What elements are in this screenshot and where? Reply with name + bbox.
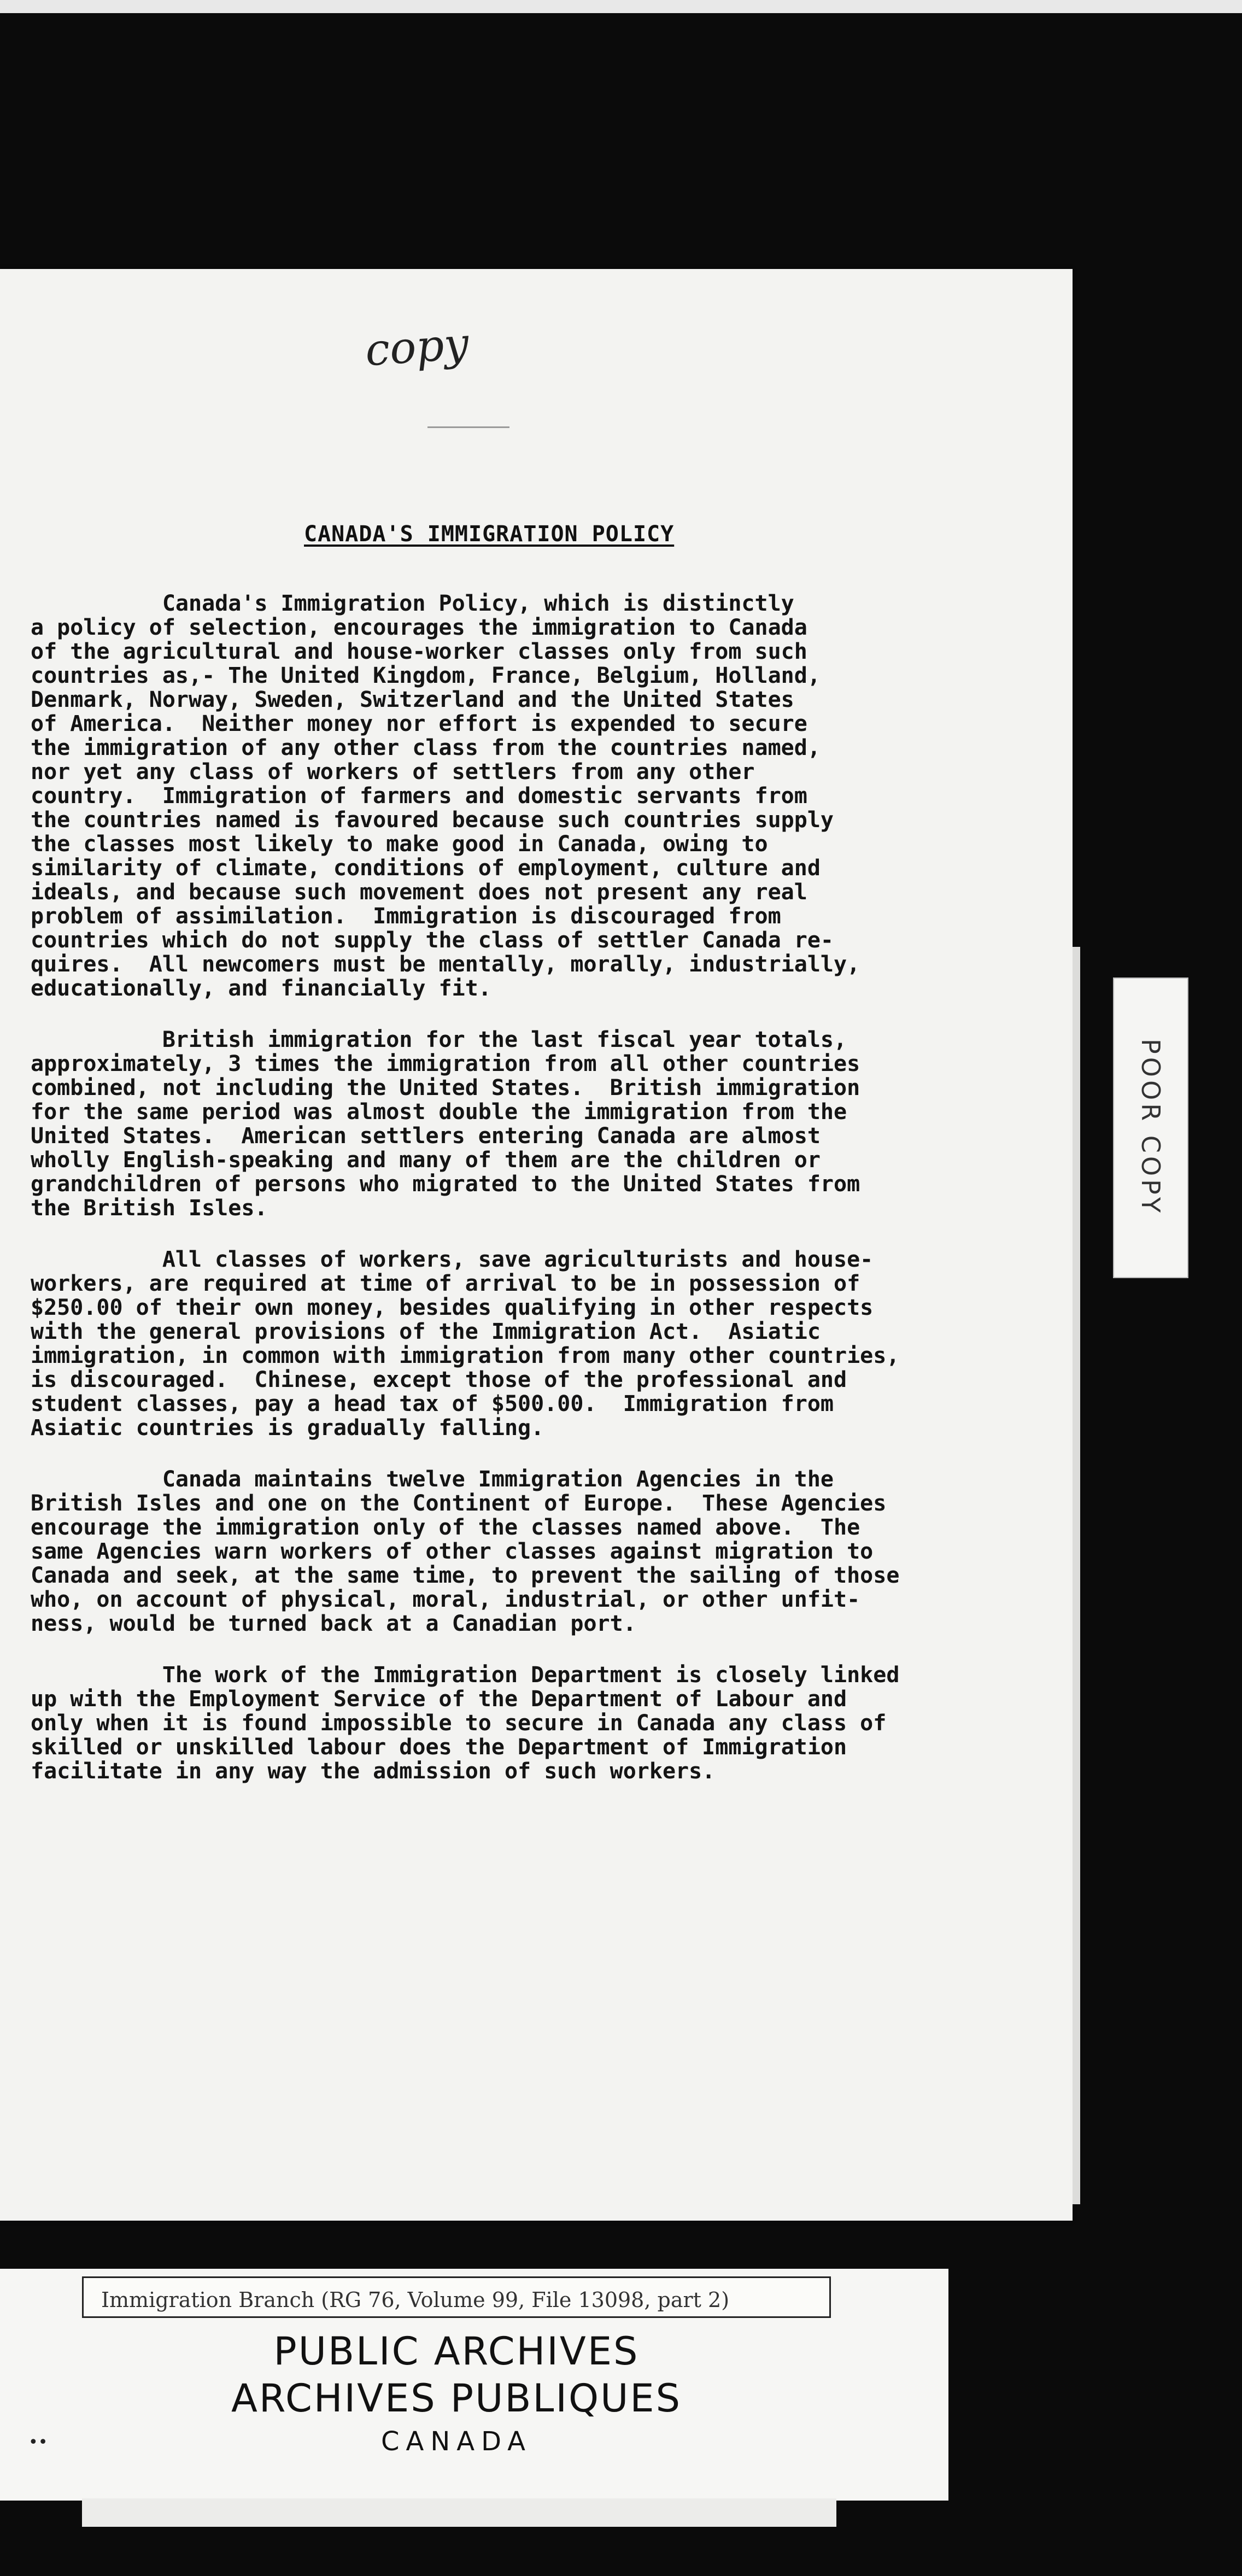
text-line: Canada's Immigration Policy, which is distinctly <box>31 591 794 616</box>
pencil-mark <box>427 426 509 428</box>
text-line: $250.00 of their own money, besides qualifying in other respects <box>31 1295 874 1320</box>
archive-label <box>0 2269 948 2501</box>
text-line: countries as,- The United Kingdom, France, Belgium, Holland, <box>31 663 821 688</box>
archive-name-french: ARCHIVES PUBLIQUES <box>231 2376 682 2421</box>
text-line: for the same period was almost double the immigration from the <box>31 1099 847 1125</box>
reference-box <box>82 2276 831 2318</box>
text-line: wholly English-speaking and many of them are the children or <box>31 1148 821 1173</box>
text-line: British Isles and one on the Continent of Europe. These Agencies <box>31 1491 887 1516</box>
text-line: student classes, pay a head tax of $500.00. Immigration from <box>31 1391 834 1416</box>
text-line: a policy of selection, encourages the immigration to Canada <box>31 615 807 640</box>
text-line: up with the Employment Service of the Department of Labour and <box>31 1687 847 1712</box>
paragraph-1 <box>31 592 1031 1000</box>
text-line: of America. Neither money nor effort is expended to secure <box>31 711 807 736</box>
text-line: Asiatic countries is gradually falling. <box>31 1415 544 1441</box>
text-line: approximately, 3 times the immigration from all other countries <box>31 1051 860 1076</box>
document-page <box>0 269 1073 2221</box>
handwritten-note: copy <box>363 318 471 376</box>
paragraph-2 <box>31 1028 1031 1220</box>
text-line: problem of assimilation. Immigration is discouraged from <box>31 904 781 929</box>
paragraph-5 <box>31 1663 1031 1783</box>
text-line: with the general provisions of the Immigration Act. Asiatic <box>31 1319 821 1344</box>
text-line: same Agencies warn workers of other classes against migration to <box>31 1539 874 1564</box>
text-line: encourage the immigration only of the classes named above. The <box>31 1515 860 1540</box>
text-line: immigration, in common with immigration from many other countries, <box>31 1343 900 1368</box>
text-line: workers, are required at time of arrival to be in possession of <box>31 1271 860 1296</box>
text-line: The work of the Immigration Department is closely linked <box>31 1662 900 1688</box>
text-line: Canada and seek, at the same time, to prevent the sailing of those <box>31 1563 900 1588</box>
archive-name-english: PUBLIC ARCHIVES <box>273 2329 640 2374</box>
text-line: grandchildren of persons who migrated to the United States from <box>31 1172 860 1197</box>
text-line: Canada maintains twelve Immigration Agencies in the <box>31 1467 834 1492</box>
document-body <box>31 592 1031 1811</box>
text-line: the countries named is favoured because such countries supply <box>31 807 834 833</box>
text-line: ideals, and because such movement does not present any real <box>31 880 807 905</box>
text-line: who, on account of physical, moral, industrial, or other unfit- <box>31 1587 860 1612</box>
text-line: combined, not including the United States. British immigration <box>31 1075 860 1100</box>
paragraph-4 <box>31 1467 1031 1636</box>
text-line: facilitate in any way the admission of such workers. <box>31 1759 716 1784</box>
label-strip <box>82 2498 836 2527</box>
text-line: nor yet any class of workers of settlers from any other <box>31 759 755 784</box>
text-line: is discouraged. Chinese, except those of the professional and <box>31 1367 847 1392</box>
text-line: United States. American settlers entering Canada are almost <box>31 1123 821 1149</box>
film-edge <box>0 0 1242 13</box>
label-marks: •• <box>28 2433 48 2452</box>
text-line: the classes most likely to make good in Canada, owing to <box>31 832 768 857</box>
text-line: only when it is found impossible to secure in Canada any class of <box>31 1711 887 1736</box>
text-line: of the agricultural and house-worker classes only from such <box>31 639 807 664</box>
text-line: skilled or unskilled labour does the Department of Immigration <box>31 1735 847 1760</box>
text-line: educationally, and financially fit. <box>31 976 491 1001</box>
poor-copy-stamp <box>1113 977 1188 1278</box>
stamp-text: POOR COPY <box>1136 1039 1165 1216</box>
text-line: All classes of workers, save agriculturists and house- <box>31 1247 874 1272</box>
paragraph-3 <box>31 1248 1031 1440</box>
text-line: British immigration for the last fiscal year totals, <box>31 1027 847 1052</box>
archive-country: CANADA <box>380 2426 532 2457</box>
text-line: similarity of climate, conditions of employment, culture and <box>31 856 821 881</box>
text-line: the immigration of any other class from the countries named, <box>31 735 821 760</box>
text-line: ness, would be turned back at a Canadian port. <box>31 1611 636 1636</box>
text-line: the British Isles. <box>31 1196 268 1221</box>
text-line: quires. All newcomers must be mentally, morally, industrially, <box>31 952 860 977</box>
file-reference: Immigration Branch (RG 76, Volume 99, File 13098, part 2) <box>101 2288 730 2312</box>
text-line: country. Immigration of farmers and domestic servants from <box>31 783 807 809</box>
text-line: countries which do not supply the class of settler Canada re- <box>31 928 834 953</box>
document-title: CANADA'S IMMIGRATION POLICY <box>304 522 675 547</box>
text-line: Denmark, Norway, Sweden, Switzerland and the United States <box>31 687 794 712</box>
